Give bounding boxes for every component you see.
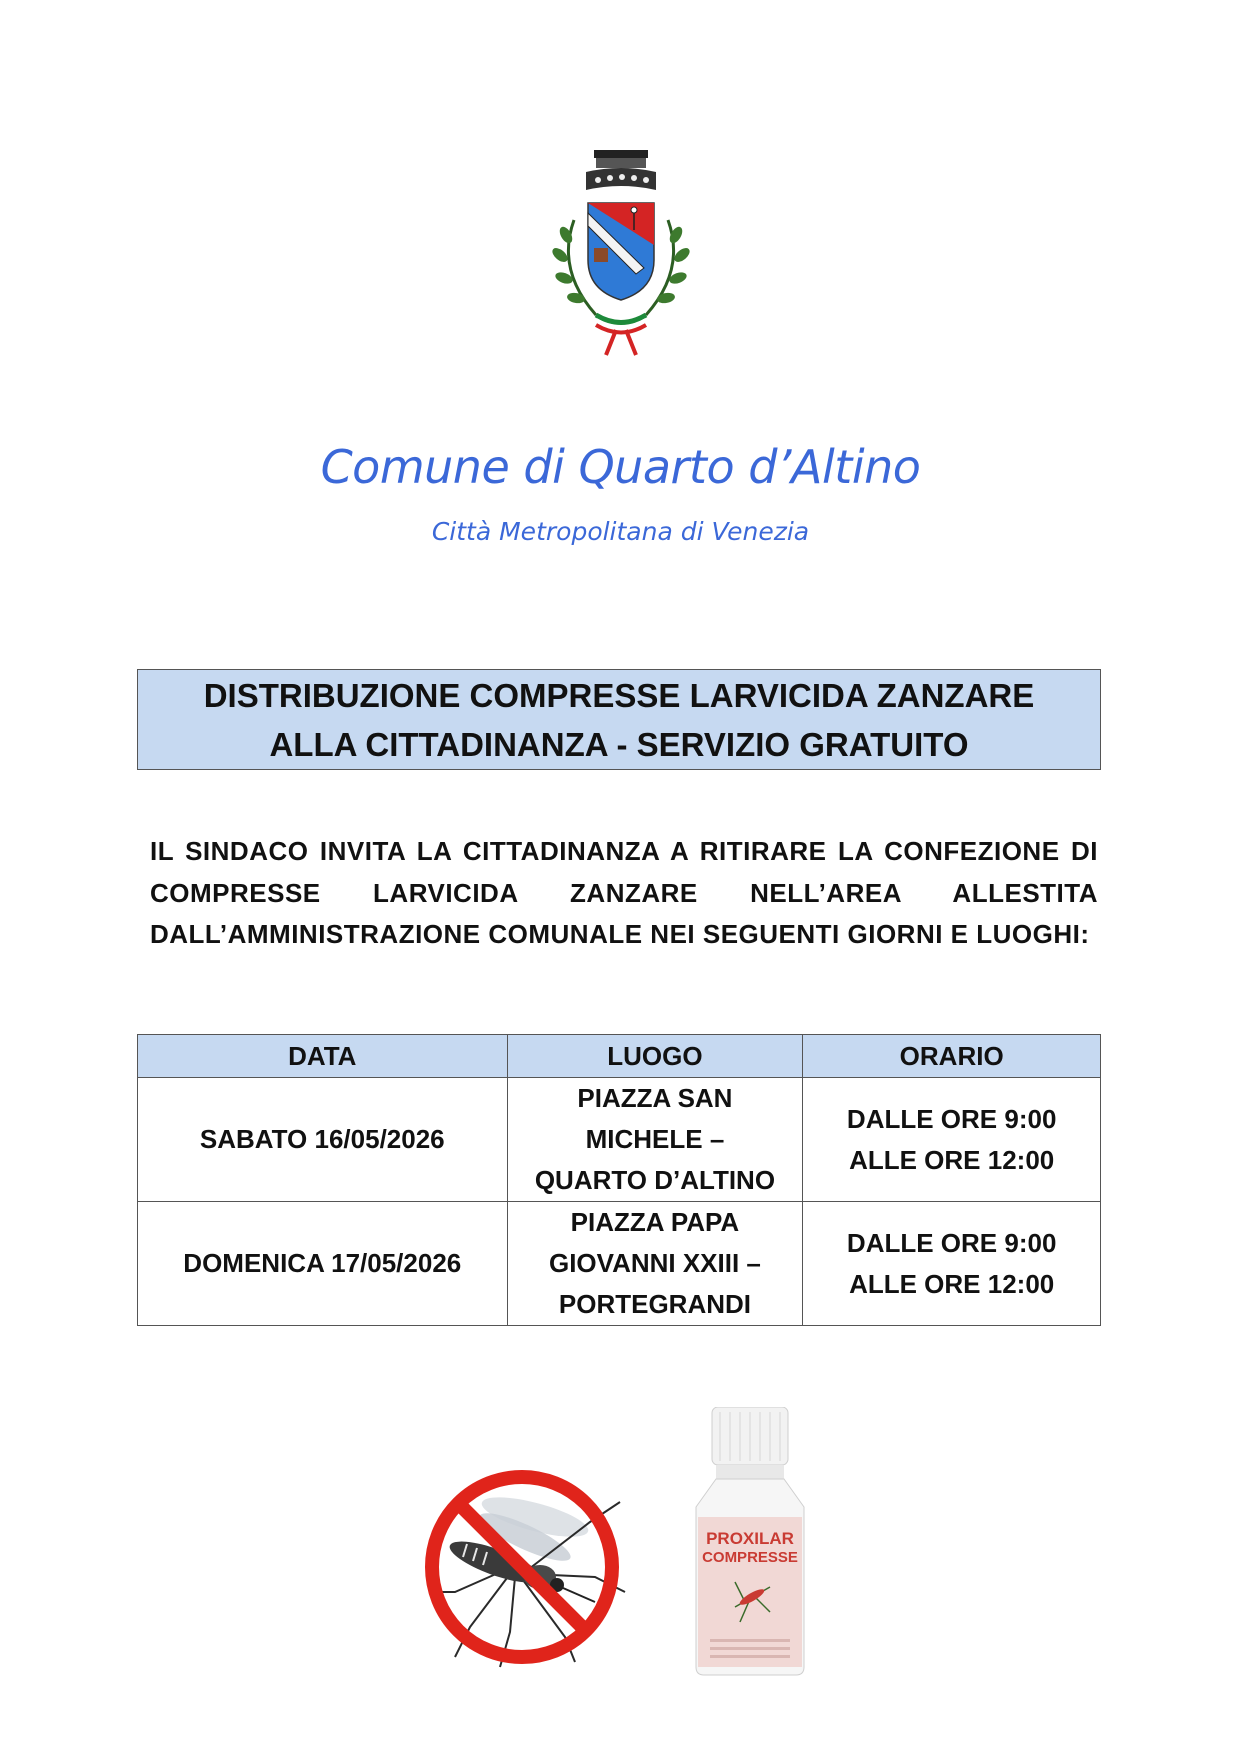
schedule-table [137,1034,1101,1326]
column-header-place: LUOGO [507,1035,803,1078]
product-bottle-image [690,1407,810,1677]
table-row [138,1078,1101,1202]
place-line: PORTEGRANDI [558,1289,751,1319]
municipal-crest-logo [536,150,706,360]
page-subtitle: Città Metropolitana di Venezia [431,517,810,546]
page-title: Comune di Quarto d’Altino [320,440,921,494]
column-header-time: ORARIO [803,1035,1101,1078]
intro-paragraph: IL SINDACO INVITA LA CITTADINANZA A RITIRARE LA CONFEZIONE DI COMPRESSE LARVICIDA ZANZARE NELL’AREA ALLESTITA DALL’AMMINISTRAZIONE COMUNALE NEI SEGUENTI GIORNI E LUOGHI: [150,836,1098,949]
place-line: PIAZZA PAPA [570,1207,740,1237]
place-line: GIOVANNI XXIII – [548,1248,761,1278]
time-line: ALLE ORE 12:00 [849,1144,1055,1175]
product-type: COMPRESSE [702,1549,798,1566]
date-cell: SABATO 16/05/2026 [138,1078,508,1202]
date-cell: DOMENICA 17/05/2026 [138,1202,508,1326]
place-line: QUARTO D’ALTINO [534,1165,776,1195]
time-line: ALLE ORE 12:00 [849,1268,1055,1299]
column-header-date: DATA [138,1035,508,1078]
notice-banner [137,669,1101,770]
place-cell [507,1202,803,1326]
time-cell [803,1078,1101,1202]
place-cell [507,1078,803,1202]
table-header-row [138,1035,1101,1078]
banner-line-1: DISTRIBUZIONE COMPRESSE LARVICIDA ZANZARE [203,676,1035,714]
table-row [138,1202,1101,1326]
no-mosquito-icon [415,1462,630,1672]
product-brand: PROXILAR [706,1529,794,1548]
time-cell [803,1202,1101,1326]
banner-line-2: ALLA CITTADINANZA - SERVIZIO GRATUITO [269,725,969,763]
place-line: PIAZZA SAN [577,1083,733,1113]
place-line: MICHELE – [585,1124,725,1154]
time-line: DALLE ORE 9:00 [846,1227,1057,1258]
time-line: DALLE ORE 9:00 [846,1103,1057,1134]
